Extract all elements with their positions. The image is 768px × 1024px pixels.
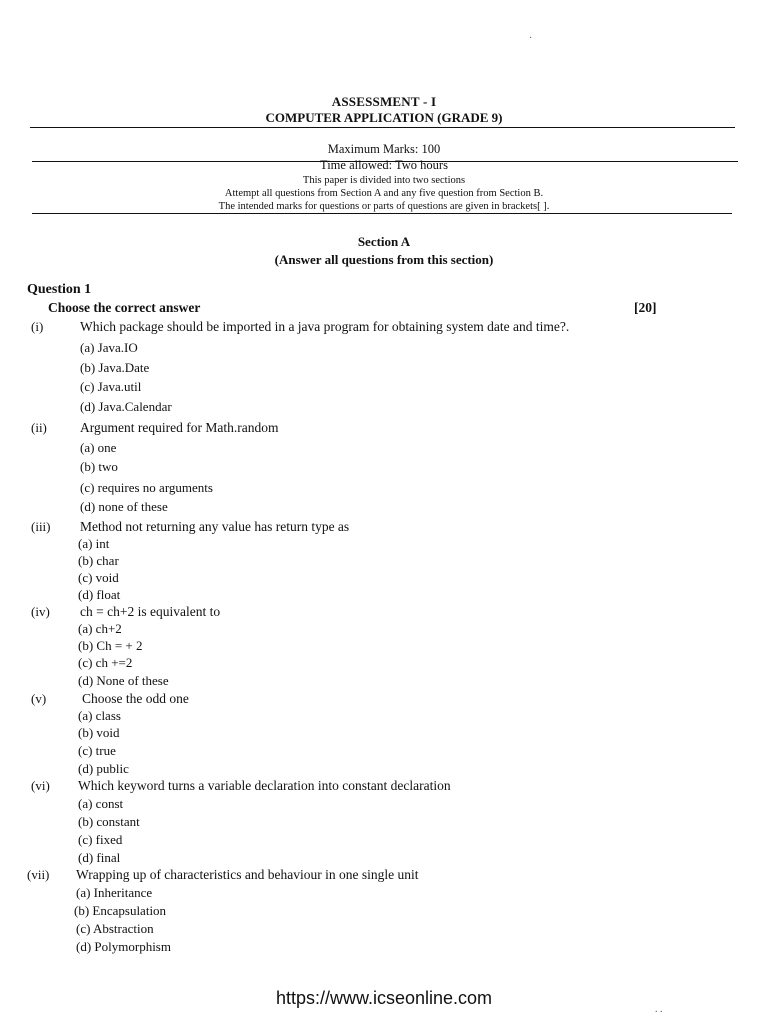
option: (d) public <box>78 761 129 776</box>
option: (c) Abstraction <box>76 921 154 936</box>
item-number: (vii) <box>27 867 50 882</box>
scan-speck: . . <box>655 1004 663 1015</box>
item-number: (iii) <box>31 519 51 534</box>
question-marks: [20] <box>634 300 657 315</box>
option: (a) class <box>78 708 121 723</box>
item-number: (i) <box>31 319 44 334</box>
question-text: Wrapping up of characteristics and behaviour in one single unit <box>76 867 419 882</box>
option: (a) const <box>78 796 124 811</box>
note-sections: This paper is divided into two sections <box>302 175 466 186</box>
footer-url: https://www.icseonline.com <box>275 988 493 1008</box>
option: (a) ch+2 <box>78 621 122 636</box>
time-allowed: Time allowed: Two hours <box>320 158 448 172</box>
option: (d) None of these <box>78 673 169 688</box>
option: (d) final <box>78 850 121 865</box>
question-text: Method not returning any value has return type as <box>80 519 350 534</box>
question-text: Which keyword turns a variable declaration into constant declaration <box>78 778 451 793</box>
option: (c) requires no arguments <box>80 480 213 495</box>
option: (d) Java.Calendar <box>80 399 172 414</box>
option: (b) void <box>78 725 120 740</box>
option: (a) Inheritance <box>76 885 153 900</box>
assessment-title: ASSESSMENT - I <box>331 94 437 109</box>
item-number: (vi) <box>31 778 50 793</box>
question-instruction: Choose the correct answer <box>48 300 201 315</box>
option: (b) char <box>78 553 119 568</box>
header-rule-3 <box>32 213 732 214</box>
option: (a) Java.IO <box>80 340 138 355</box>
question-text: Which package should be imported in a java program for obtaining system date and time?. <box>80 319 570 334</box>
option: (d) Polymorphism <box>76 939 171 954</box>
scan-speck: · <box>529 33 533 44</box>
section-title: Section A <box>357 234 411 249</box>
option: (c) void <box>78 570 119 585</box>
option: (b) constant <box>78 814 140 829</box>
option: (a) one <box>80 440 117 455</box>
maximum-marks: Maximum Marks: 100 <box>327 142 441 156</box>
option: (c) Java.util <box>80 379 142 394</box>
option: (b) Ch = + 2 <box>78 638 143 653</box>
note-marks: The intended marks for questions or parts of questions are given in brackets[ ]. <box>218 201 550 212</box>
option: (c) fixed <box>78 832 123 847</box>
option: (b) two <box>80 459 118 474</box>
item-number: (ii) <box>31 420 47 435</box>
question-label: Question 1 <box>27 282 92 297</box>
paper-subtitle: COMPUTER APPLICATION (GRADE 9) <box>265 110 503 125</box>
header-rule-1 <box>30 127 735 128</box>
item-number: (iv) <box>31 604 50 619</box>
option: (c) true <box>78 743 116 758</box>
option: (a) int <box>78 536 110 551</box>
note-attempt: Attempt all questions from Section A and any five question from Section B. <box>224 188 544 199</box>
item-number: (v) <box>31 691 47 706</box>
option: (b) Encapsulation <box>74 903 167 918</box>
option: (d) float <box>78 587 121 602</box>
option: (b) Java.Date <box>80 360 150 375</box>
question-text: ch = ch+2 is equivalent to <box>80 604 221 619</box>
section-instruction: (Answer all questions from this section) <box>274 252 494 267</box>
option: (d) none of these <box>80 499 168 514</box>
question-text: Argument required for Math.random <box>80 420 279 435</box>
question-text: Choose the odd one <box>82 691 189 706</box>
option: (c) ch +=2 <box>78 655 133 670</box>
